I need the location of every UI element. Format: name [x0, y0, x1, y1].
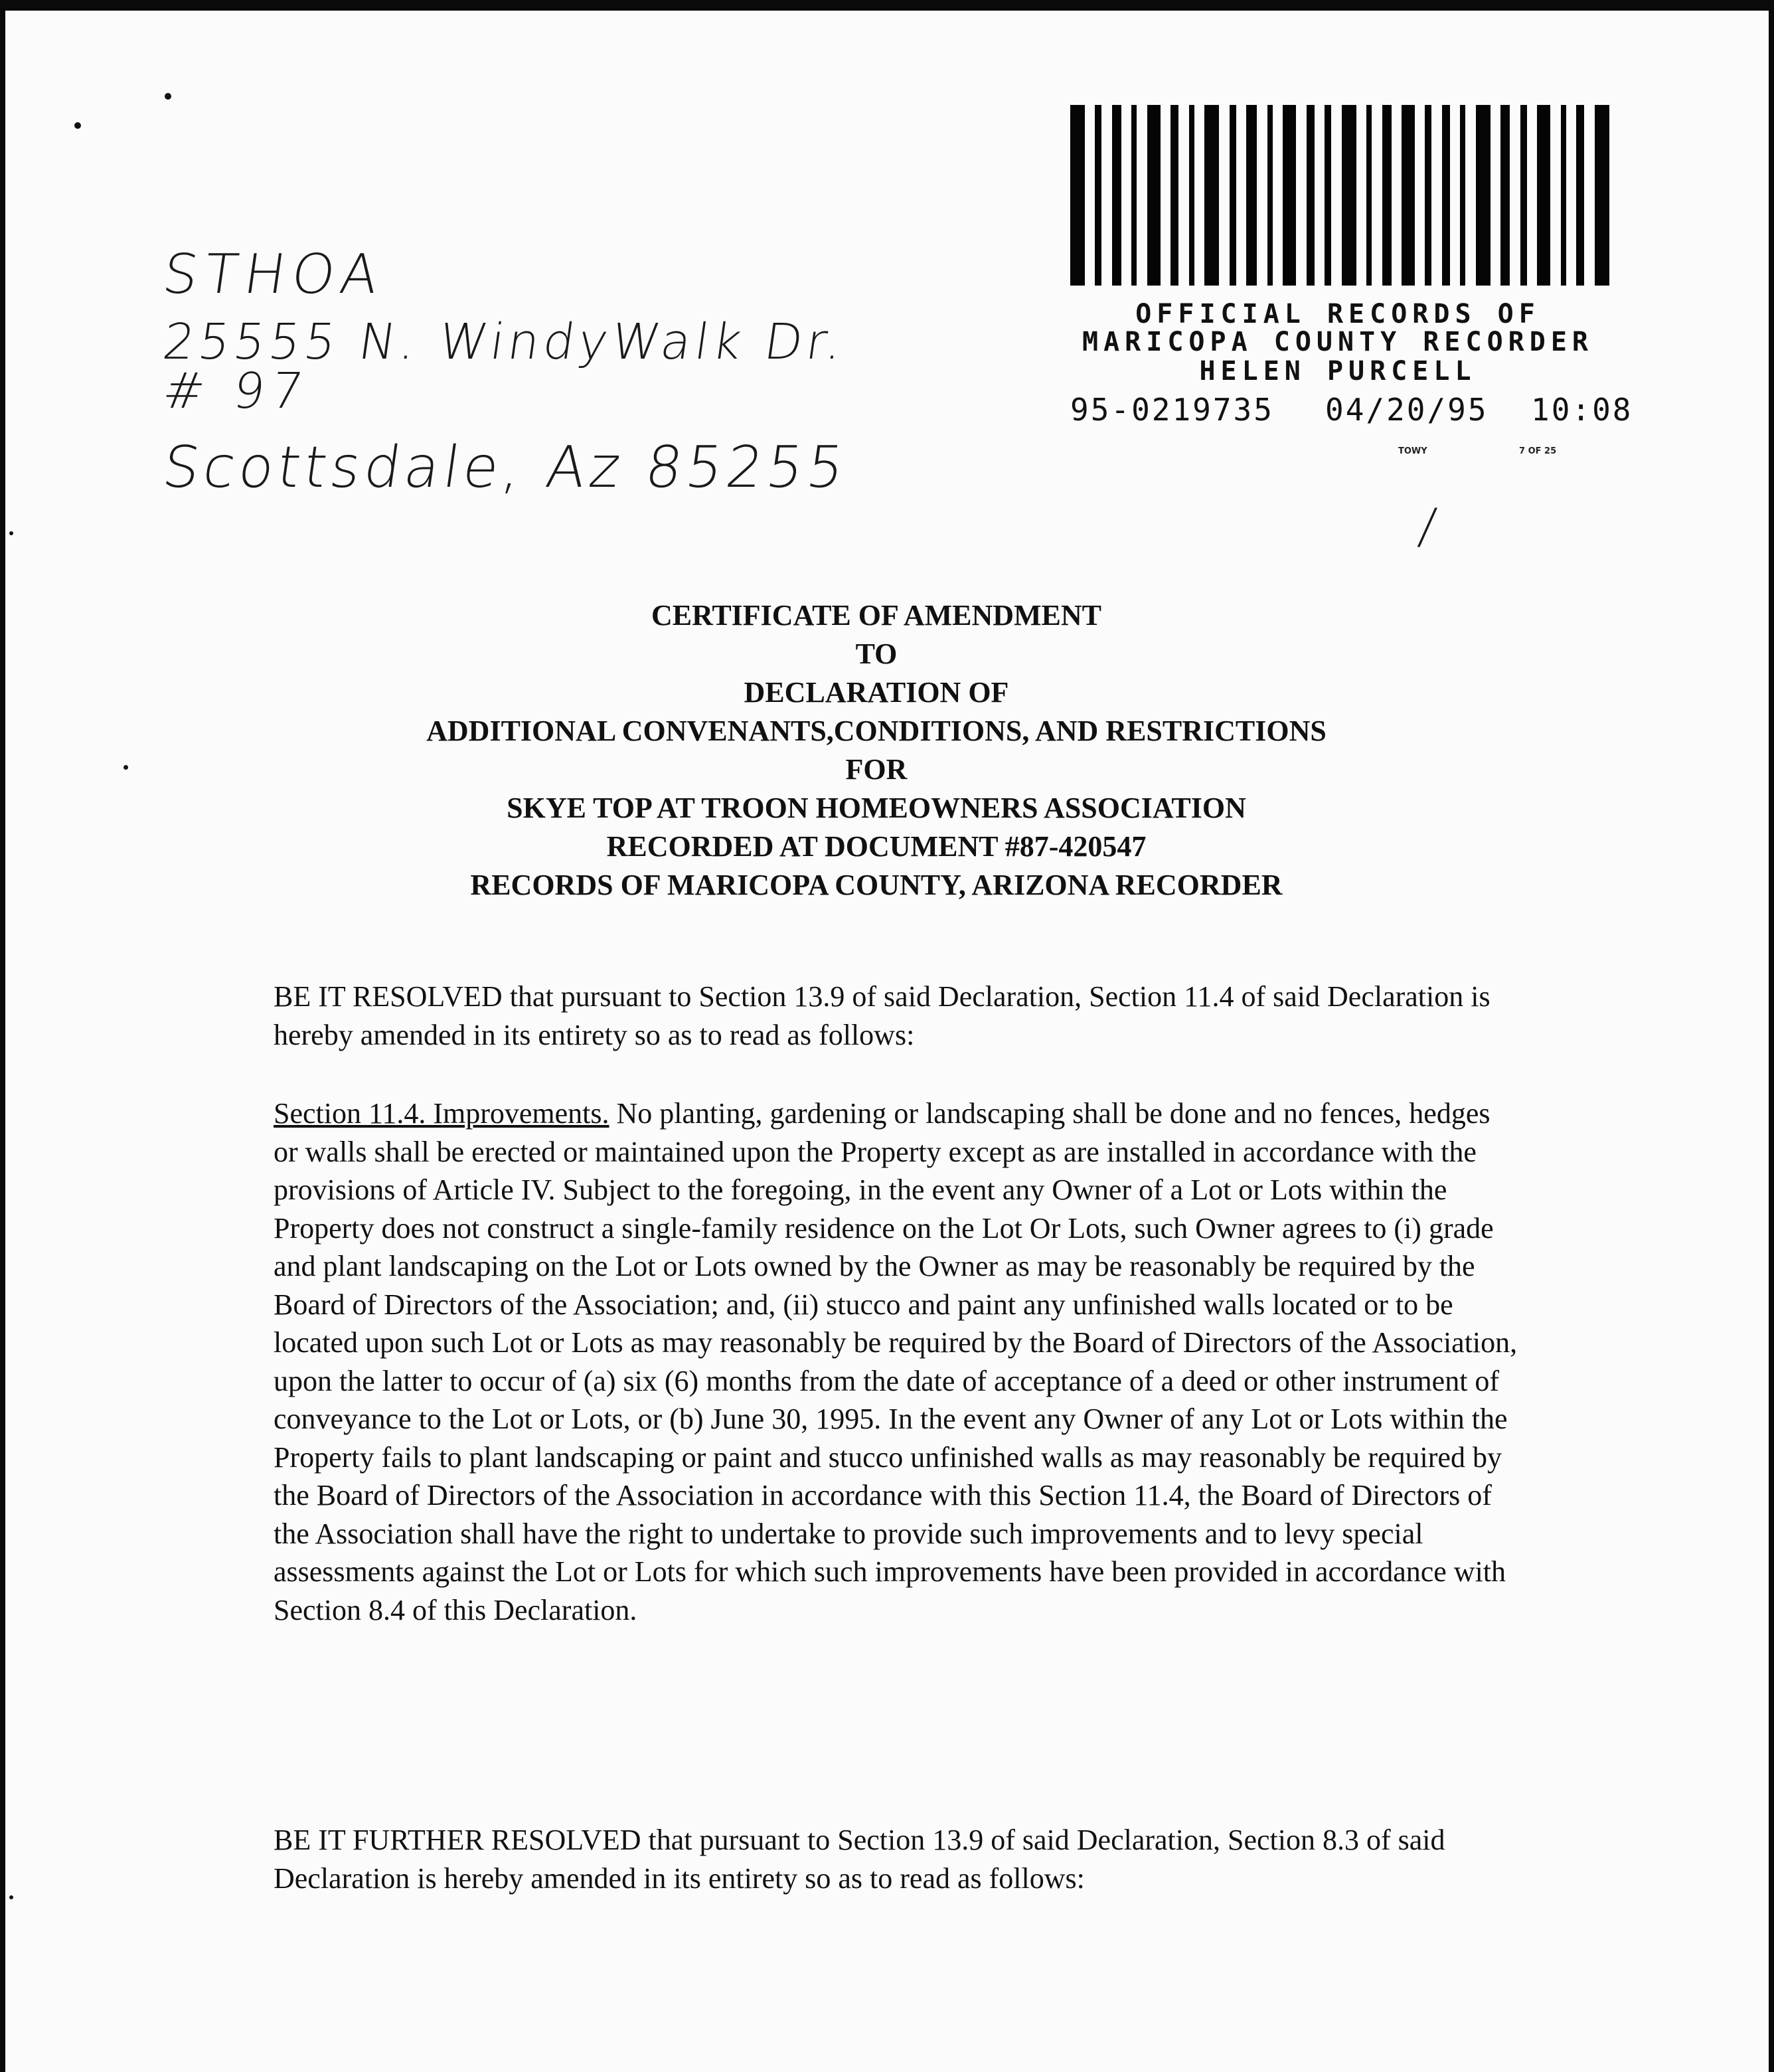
- resolution-paragraph-1: [274, 978, 1522, 1054]
- title-line: ADDITIONAL CONVENANTS,CONDITIONS, AND RESTRICTIONS: [426, 715, 1327, 747]
- resolution-text: BE IT FURTHER RESOLVED that pursuant to Section 13.9 of said Declaration, Section 8.3 of said Declaration is hereby amended in its entirety so as to read as follows:: [274, 1824, 1445, 1895]
- handwritten-unit: # 97: [159, 363, 313, 420]
- handwritten-slash: /: [1415, 498, 1440, 554]
- handwritten-city: Scottsdale, Az 85255: [158, 434, 852, 501]
- section-11-4-paragraph: [274, 1094, 1522, 1629]
- recorder-time: 10:08: [1531, 392, 1633, 428]
- recorder-line-2: MARICOPA COUNTY RECORDER: [1082, 327, 1593, 357]
- title-line: RECORDED AT DOCUMENT #87-420547: [606, 830, 1147, 863]
- recorder-document-number: 95-0219735: [1070, 392, 1274, 428]
- title-line: FOR: [845, 753, 908, 786]
- scan-edge-left: [0, 0, 5, 2072]
- title-line: RECORDS OF MARICOPA COUNTY, ARIZONA RECORDER: [470, 869, 1283, 901]
- title-line: SKYE TOP AT TROON HOMEOWNERS ASSOCIATION: [507, 792, 1246, 824]
- handwritten-street: 25555 N. WindyWalk Dr.: [159, 313, 850, 371]
- recorder-date: 04/20/95: [1325, 392, 1489, 428]
- scan-speck: [165, 93, 171, 100]
- scan-speck: [74, 122, 81, 129]
- handwritten-name: STHOA: [159, 243, 389, 306]
- scan-edge-top: [0, 0, 1774, 11]
- title-line: TO: [855, 638, 898, 670]
- section-text: No planting, gardening or landscaping shall be done and no fences, hedges or walls shall be erected or maintained upon the Property except as are installed in accordance with the provisions of Article IV. Subject to the foregoing, in the event any Owner of a Lot or Lots within the Property does not construct a single-family residence on the Lot Or Lots, such Owner agrees to (i) grade and plant landscaping on the Lot or Lots owned by the Owner as may be reasonably be required by the Board of Directors of the Association; and, (ii) stucco and paint any unfinished walls located or to be located upon such Lot or Lots as may reasonably be required by the Board of Directors of the Association, upon the latter to occur of (a) six (6) months from the date of acceptance of a deed or other instrument of conveyance to the Lot or Lots, or (b) June 30, 1995. In the event any Owner of any Lot or Lots within the Property fails to plant landscaping or paint and stucco unfinished walls as may reasonably be required by the Board of Directors of the Association in accordance with this Section 11.4, the Board of Directors of the Association shall have the right to undertake to provide such improvements and to levy special assessments against the Lot or Lots for which such improvements have been provided in accordance with Section 8.4 of this Declaration.: [274, 1097, 1518, 1626]
- scan-edge-right: [1769, 0, 1774, 2072]
- section-heading: Section 11.4. Improvements.: [274, 1097, 609, 1130]
- document-title: [199, 596, 1554, 905]
- title-line: CERTIFICATE OF AMENDMENT: [651, 599, 1102, 632]
- resolution-text: BE IT RESOLVED that pursuant to Section 13.9 of said Declaration, Section 11.4 of said Declaration is hereby amended in its entirety so as to read as follows:: [274, 980, 1491, 1051]
- recorder-line-1: OFFICIAL RECORDS OF: [1135, 299, 1540, 329]
- recorder-small-mark: TOWY: [1398, 446, 1427, 456]
- scan-speck: [123, 765, 128, 770]
- barcode-image: [1070, 105, 1609, 286]
- scan-speck: [9, 1895, 13, 1899]
- title-line: DECLARATION OF: [744, 676, 1009, 709]
- recorder-line-3: HELEN PURCELL: [1199, 356, 1477, 387]
- resolution-paragraph-2: [274, 1821, 1522, 1897]
- scan-speck: [9, 531, 13, 535]
- recorder-page-count: 7 OF 25: [1519, 446, 1557, 456]
